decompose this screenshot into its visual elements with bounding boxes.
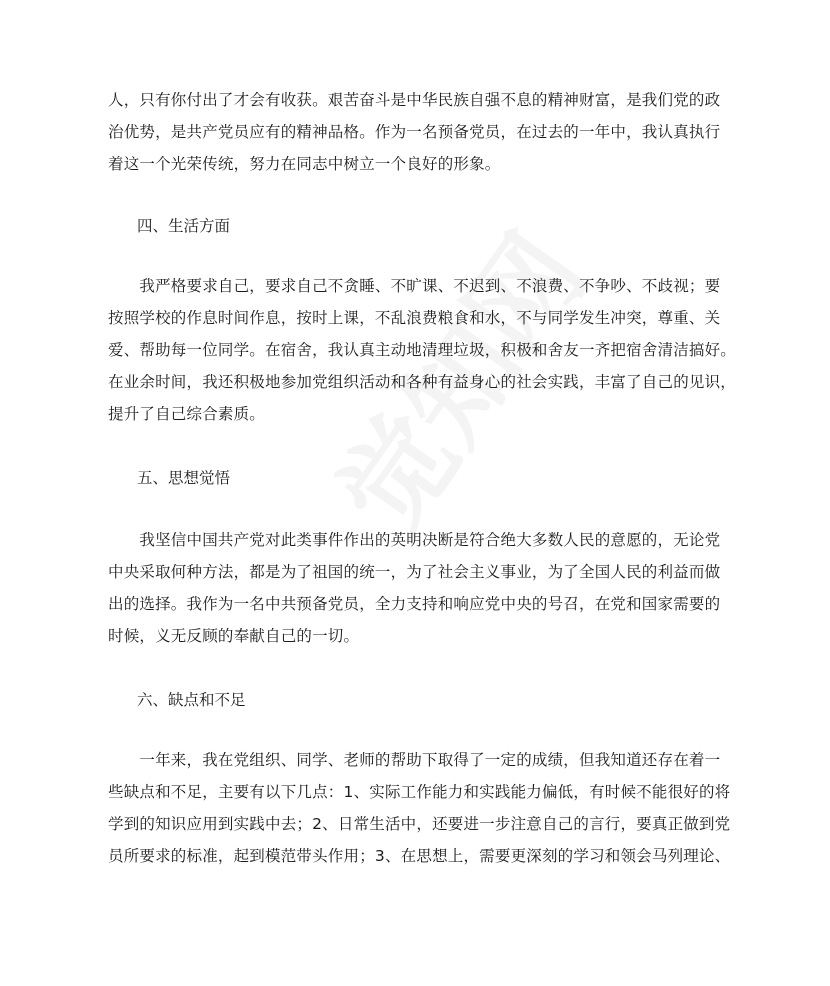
paragraph-line: 员所要求的标准，起到模范带头作用；3、在思想上，需要更深刻的学习和领会马列理论、 [108, 847, 731, 865]
section-heading-thought: 五、思想觉悟 [137, 469, 231, 487]
paragraph-line: 爱、帮助每一位同学。在宿舍，我认真主动地清理垃圾，积极和舍友一齐把宿舍清洁搞好。 [108, 341, 737, 359]
paragraph-thought [108, 524, 728, 652]
paragraph-line: 提升了自己综合素质。 [108, 405, 266, 423]
paragraph-line: 些缺点和不足，主要有以下几点：1、实际工作能力和实践能力偏低，有时候不能很好的将 [108, 783, 731, 801]
paragraph-line: 治优势，是共产党员应有的精神品格。作为一名预备党员，在过去的一年中，我认真执行 [108, 123, 721, 141]
paragraph-line: 出的选择。我作为一名中共预备党员，全力支持和响应党中央的号召，在党和国家需要的 [108, 595, 721, 613]
paragraph-line: 在业余时间，我还积极地参加党组织活动和各种有益身心的社会实践，丰富了自己的见识， [108, 373, 737, 391]
paragraph-line: 一年来，我在党组织、同学、老师的帮助下取得了一定的成绩，但我知道还存在着一 [108, 751, 721, 769]
section-heading-shortcomings: 六、缺点和不足 [137, 691, 246, 709]
paragraph-intro [108, 84, 728, 180]
paragraph-line: 按照学校的作息时间作息，按时上课，不乱浪费粮食和水，不与同学发生冲突，尊重、关 [108, 309, 721, 327]
paragraph-life [108, 270, 737, 430]
paragraph-line: 我坚信中国共产党对此类事件作出的英明决断是符合绝大多数人民的意愿的，无论党 [108, 531, 721, 549]
paragraph-shortcomings [108, 744, 731, 872]
section-heading-life: 四、生活方面 [137, 217, 231, 235]
paragraph-line: 学到的知识应用到实践中去；2、日常生活中，还要进一步注意自己的言行，要真正做到党 [108, 815, 731, 833]
paragraph-line: 着这一个光荣传统，努力在同志中树立一个良好的形象。 [108, 155, 501, 173]
paragraph-line: 中央采取何种方法，都是为了祖国的统一，为了社会主义事业，为了全国人民的利益而做 [108, 563, 721, 581]
paragraph-line: 我严格要求自己，要求自己不贪睡、不旷课、不迟到、不浪费、不争吵、不歧视；要 [108, 277, 721, 295]
paragraph-line: 时候，义无反顾的奉献自己的一切。 [108, 627, 360, 645]
paragraph-line: 人，只有你付出了才会有收获。艰苦奋斗是中华民族自强不息的精神财富，是我们党的政 [108, 91, 721, 109]
